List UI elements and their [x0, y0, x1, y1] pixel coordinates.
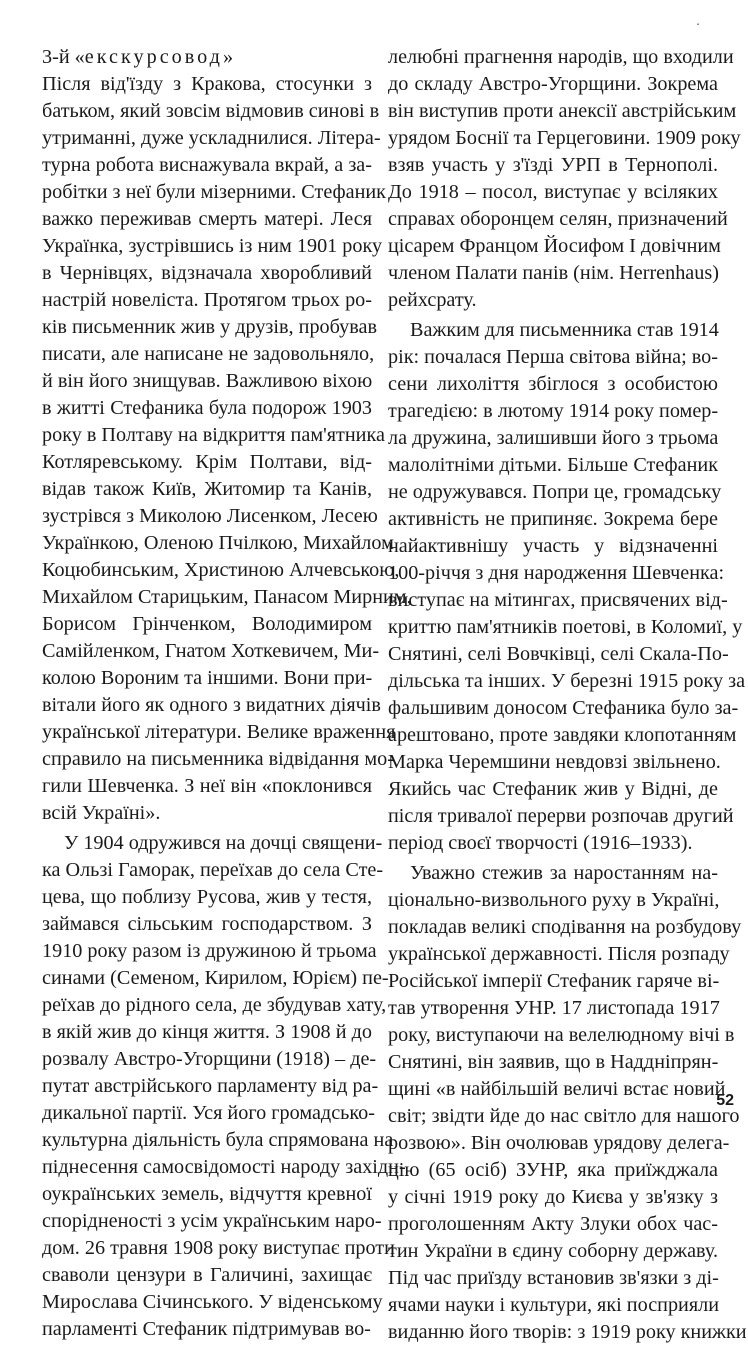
- text-line: трагедією: в лютому 1914 року помер-: [388, 400, 719, 422]
- text-line: він виступив проти анексії австрійським: [388, 100, 737, 122]
- text-line: найактивнішу участь у відзначенні: [388, 535, 718, 557]
- paragraph-p2: [42, 830, 406, 1343]
- text-line: й він його знищував. Важливою віхою: [42, 370, 373, 392]
- text-line: цева, що поблизу Русова, жив у тестя,: [42, 886, 372, 908]
- text-line: малолітніми дітьми. Більше Стефаник: [388, 454, 718, 476]
- text-line: піднесення самосвідомості народу західн-: [42, 1156, 406, 1178]
- text-line: Марка Черемшини невдовзі звільнено.: [388, 751, 721, 773]
- text-line: розвалу Австро-Угорщини (1918) – де-: [42, 1048, 377, 1070]
- text-line: справило на письменника відвідання мо-: [42, 748, 394, 770]
- left-column: [42, 44, 412, 1343]
- corner-mark: .: [696, 12, 700, 28]
- text-line: Борисом Грінченком, Володимиром: [42, 613, 372, 635]
- text-line: рік: почалася Перша світова війна; во-: [388, 346, 718, 368]
- text-line: Уважно стежив за наростанням на-: [410, 862, 718, 884]
- text-line: відав також Київ, Житомир та Канів,: [42, 478, 372, 500]
- text-line: урядом Боснії та Герцеговини. 1909 року: [388, 127, 741, 149]
- text-line: Якийсь час Стефаник жив у Відні, де: [388, 778, 718, 800]
- text-line: ла дружина, залишивши його з трьома: [388, 427, 719, 449]
- text-line: дільська та інших. У березні 1915 року за: [388, 670, 746, 692]
- text-line: важко переживав смерть матері. Леся: [42, 208, 372, 230]
- text-line: період своєї творчості (1916–1933).: [388, 832, 693, 854]
- text-line: путат австрійського парламенту від ра-: [42, 1075, 379, 1097]
- text-line: оукраїнських земель, відчуття кревної: [42, 1183, 372, 1205]
- text-line: 100-річчя з дня народження Шевченка:: [388, 562, 725, 584]
- text-line: арештовано, проте завдяки клопотанням: [388, 724, 737, 746]
- text-line: в житті Стефаника була подорож 1903: [42, 397, 372, 419]
- text-line: зустрівся з Миколою Лисенком, Лесею: [42, 505, 378, 527]
- text-line: настрій новеліста. Протягом трьох ро-: [42, 289, 372, 311]
- text-line: рейхсрату.: [388, 289, 477, 311]
- text-line: Котляревському. Крім Полтави, від-: [42, 451, 372, 473]
- text-line: Російської імперії Стефаник гаряче ві-: [388, 970, 720, 992]
- text-line: ків письменник жив у друзів, пробував: [42, 316, 377, 338]
- text-line: членом Палати панів (нім. Herrenhaus): [388, 262, 719, 284]
- text-line: Снятині, він заявив, що в Наддніпрян-: [388, 1051, 719, 1073]
- text-line: ка Ользі Гаморак, переїхав до села Сте-: [42, 859, 384, 881]
- text-line: щині «в найбільшій величі встає новий: [388, 1078, 726, 1100]
- text-line: До 1918 – посол, виступає у всіляких: [388, 181, 718, 203]
- text-line: турна робота виснажувала вкрай, а за-: [42, 154, 372, 176]
- text-line: ячами науки і культури, які посприяли: [388, 1294, 720, 1316]
- text-line: утриманні, дуже ускладнилися. Літера-: [42, 127, 381, 149]
- text-line: ціонально-визвольного руху в Україні,: [388, 889, 720, 911]
- text-line: не одружувався. Попри це, громадську: [388, 481, 722, 503]
- text-line: криттю пам'ятників поетові, в Коломиї, у: [388, 616, 743, 638]
- text-line: року, виступаючи на велелюдному вічі в: [388, 1024, 735, 1046]
- text-line: проголошенням Акту Злуки обох час-: [388, 1213, 718, 1235]
- text-line: Українка, зустрівшись із ним 1901 року: [42, 235, 383, 257]
- text-line: культурна діяльність була спрямована на: [42, 1129, 394, 1151]
- text-line: батьком, який зовсім відмовив синові в: [42, 100, 380, 122]
- text-line: 3-й «екскурсовод»: [42, 46, 234, 68]
- text-line: Під час приїзду встановив зв'язки з ді-: [388, 1267, 719, 1289]
- text-line: в Чернівцях, відзначала хворобливий: [42, 262, 372, 284]
- text-line: української державності. Після розпаду: [388, 943, 730, 965]
- paragraph-p3: [388, 44, 741, 314]
- text-line: цісарем Францом Йосифом І довічним: [388, 235, 721, 257]
- text-line: синами (Семеном, Кирилом, Юрієм) пе-: [42, 967, 389, 989]
- text-line: у січні 1919 року до Києва у зв'язку з: [388, 1186, 718, 1208]
- text-line: тин України в єдину соборну державу.: [388, 1240, 718, 1262]
- text-line: робітки з неї були мізерними. Стефаник: [42, 181, 386, 203]
- text-line: парламенті Стефаник підтримував во-: [42, 1318, 371, 1340]
- text-line: Коцюбинським, Христиною Алчевською,: [42, 559, 400, 581]
- text-line: Після від'їзду з Кракова, стосунки з: [42, 73, 372, 95]
- paragraph-p4: [388, 317, 746, 857]
- text-line: взяв участь у з'їзді УРП в Тернополі.: [388, 154, 718, 176]
- text-line: до складу Австро-Угорщини. Зокрема: [388, 73, 718, 95]
- text-line: цію (65 осіб) ЗУНР, яка приїжджала: [388, 1159, 718, 1181]
- text-line: лелюбні прагнення народів, що входили: [388, 46, 734, 68]
- text-line: сваволи цензури в Галичині, захищає: [42, 1264, 372, 1286]
- text-line: спорідненості з усім українським наро-: [42, 1210, 382, 1232]
- text-line: колою Вороним та іншими. Вони при-: [42, 667, 373, 689]
- text-line: фальшивим доносом Стефаника було за-: [388, 697, 739, 719]
- text-line: Мирослава Січинського. У віденському: [42, 1291, 383, 1313]
- emphasized-word: екскурсовод: [84, 46, 223, 68]
- text-line: писати, але написане не задовольняло,: [42, 343, 375, 365]
- text-line: виданню його творів: з 1919 року книжки: [388, 1321, 747, 1343]
- text-line: дом. 26 травня 1908 року виступає проти: [42, 1237, 395, 1259]
- text-line: реїхав до рідного села, де збудував хату,: [42, 994, 387, 1016]
- text-line: Михайлом Старицьким, Панасом Мирним,: [42, 586, 412, 608]
- text-line: активність не припиняє. Зокрема бере: [388, 508, 718, 530]
- text-line: української літератури. Велике враження: [42, 721, 396, 743]
- text-line: сени лихоліття збіглося з особистою: [388, 373, 718, 395]
- page-number: 52: [716, 1092, 734, 1109]
- text-line: року в Полтаву на відкриття пам'ятника: [42, 424, 385, 446]
- text-line: справах оборонцем селян, призначений: [388, 208, 728, 230]
- text-line: після тривалої перерви розпочав другий: [388, 805, 734, 827]
- text-line: Снятині, селі Вовчківці, селі Скала-По-: [388, 643, 729, 665]
- text-line: виступає на мітингах, присвячених від-: [388, 589, 728, 611]
- text-line: дикальної партії. Уся його громадсько-: [42, 1102, 375, 1124]
- text-line: розвою». Він очолював урядову делега-: [388, 1132, 730, 1154]
- text-line: У 1904 одружився на дочці священи-: [64, 832, 383, 854]
- text-line: в якій жив до кінця життя. З 1908 й до: [42, 1021, 372, 1043]
- text-line: тав утворення УНР. 17 листопада 1917: [388, 997, 720, 1019]
- text-line: Самійленком, Гнатом Хоткевичем, Ми-: [42, 640, 380, 662]
- text-line: покладав великі сподівання на розбудову: [388, 916, 742, 938]
- text-line: Важким для письменника став 1914: [410, 319, 719, 341]
- text-line: всій Україні».: [42, 802, 161, 824]
- text-line: Українкою, Оленою Пчілкою, Михайлом: [42, 532, 394, 554]
- text-line: 1910 року разом із дружиною й трьома: [42, 940, 377, 962]
- text-line: світ; звідти йде до нас світло для нашого: [388, 1105, 740, 1127]
- text-line: гили Шевченка. З неї він «поклонився: [42, 775, 372, 797]
- text-line: займався сільським господарством. З: [42, 913, 372, 935]
- text-line: вітали його як одного з видатних діячів: [42, 694, 381, 716]
- paragraph-p1: [42, 44, 412, 827]
